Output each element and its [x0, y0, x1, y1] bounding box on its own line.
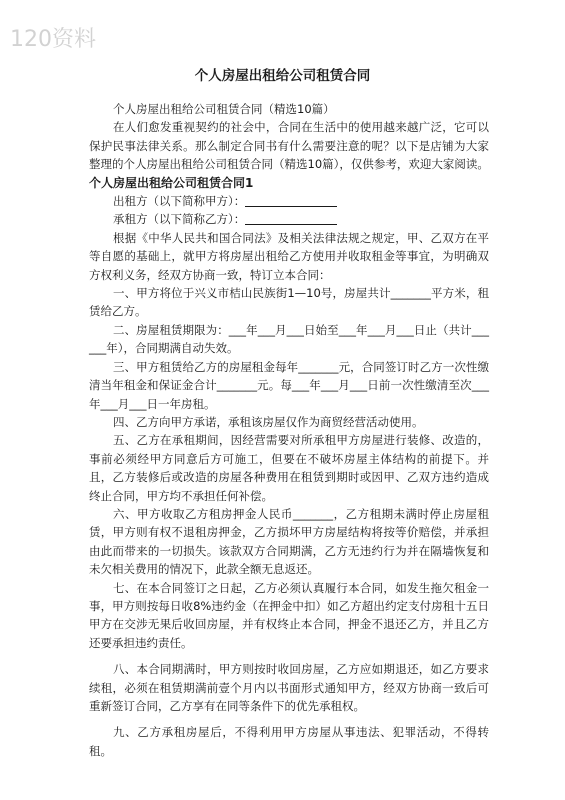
clause-2: 二、房屋租赁期限为：___年___月___日始至___年___月___日止（共计______年），合同期满自动失效。	[89, 322, 489, 356]
watermark: 120资料	[10, 27, 96, 52]
lessee-line: 承租方（以下简称乙方）：	[89, 210, 489, 228]
clause-4: 四、乙方向甲方承诺，承租该房屋仅作为商贸经营活动使用。	[113, 414, 424, 429]
document-body	[89, 100, 489, 760]
section-heading: 个人房屋出租给公司租赁合同1	[89, 175, 254, 190]
document-title: 个人房屋出租给公司租赁合同	[194, 68, 371, 84]
intro-paragraph: 在人们愈发重视契约的社会中，合同在生活中的使用越来越广泛，它可以保护民事法律关系。那么制定合同书有什么需要注意的呢？以下是店铺为大家整理的个人房屋出租给公司租赁合同（精选10篇），仅供参考，欢迎大家阅读。	[89, 120, 489, 172]
clause-9: 九、乙方承租房屋后，不得利用甲方房屋从事违法、犯罪活动，不得转租。	[89, 725, 489, 758]
clause-preamble: 根据《中华人民共和国合同法》及相关法律法规之规定，甲、乙双方在平等自愿的基础上，就甲方将房屋出租给乙方使用并收取租金等事宜，为明确双方权利义务，经双方协商一致，特订立本合同：	[89, 230, 489, 282]
lessor-blank	[245, 194, 337, 207]
clause-3: 三、甲方租赁给乙方的房屋租金每年_______元，合同签订时乙方一次性缴清当年租金和保证金合计_______元。每___年___月___日前一次性缴清至次___年___月___日一年房租。	[89, 359, 489, 411]
clause-6: 六、甲方收取乙方租房押金人民币_______，乙方租期未满时停止房屋租赁，甲方则有权不退租房押金，乙方损坏甲方房屋结构将按等价赔偿，并承担由此而带来的一切损失。该款双方合同期满，乙方无违约行为并在隔墙恢复和未欠相关费用的情况下，此款全额无息返还。	[89, 506, 489, 577]
clause-1: 一、甲方将位于兴义市桔山民族街1—10号，房屋共计_______平方米，租赁给乙方。	[89, 286, 489, 319]
intro-line: 个人房屋出租给公司租赁合同（精选10篇）	[113, 102, 335, 116]
clause-8: 八、本合同期满时，甲方则按时收回房屋，乙方应如期退还，如乙方要求续租，必须在租赁期满前壹个月内以书面形式通知甲方，经双方协商一致后可重新签订合同，乙方享有在同等条件下的优先承租权。	[89, 662, 489, 713]
lessee-blank	[245, 212, 337, 225]
clause-5: 五、乙方在承租期间，因经营需要对所承租甲方房屋进行装修、改造的，事前必须经甲方同意后方可施工，但要在不破坏房屋主体结构的前提下。并且，乙方装修后或改造的房屋各种费用在租赁到期时或因甲、乙双方违约造成终止合同，甲方均不承担任何补偿。	[89, 433, 489, 503]
lessor-line: 出租方（以下简称甲方）：	[89, 192, 489, 210]
clause-7: 七、在本合同签订之日起，乙方必须认真履行本合同，如发生拖欠租金一事，甲方则按每日收8%违约金（在押金中扣）如乙方超出约定支付房租十五日甲方在交涉无果后收回房屋，并有权终止本合同，押金不退还乙方，并且乙方还要承担违约责任。	[89, 580, 489, 650]
